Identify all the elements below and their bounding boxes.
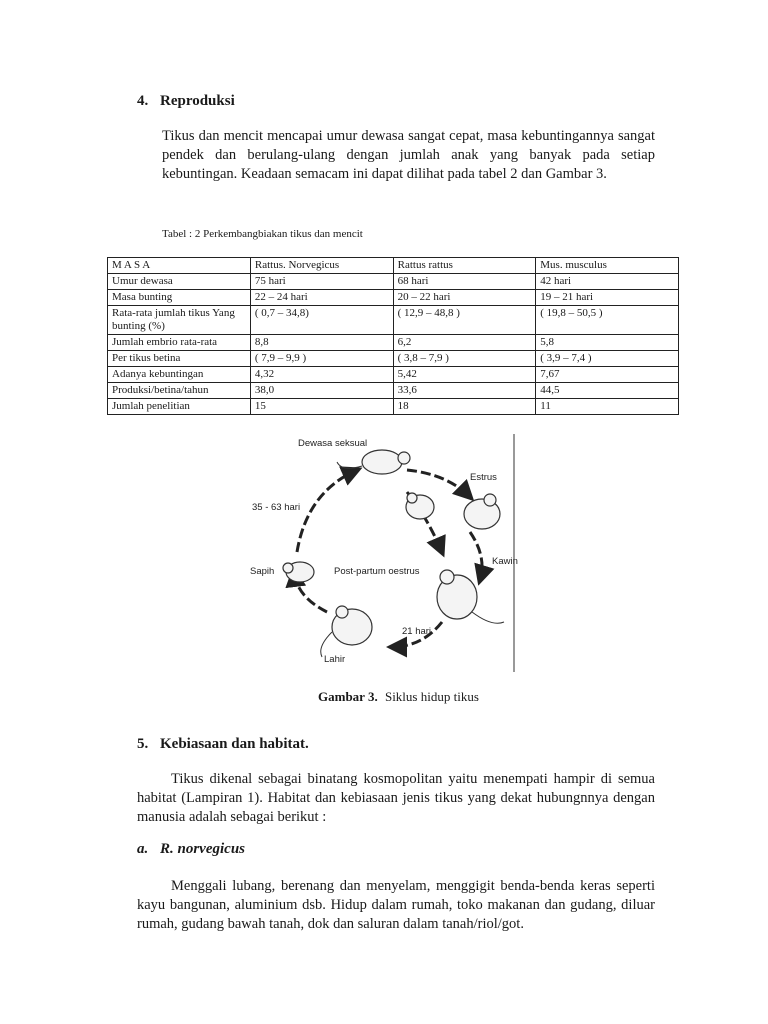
table-cell: ( 0,7 – 34,8) [250, 306, 393, 335]
figure-caption-text: Siklus hidup tikus [384, 689, 479, 704]
table-cell: 33,6 [393, 383, 536, 399]
table-row [108, 367, 679, 383]
table-cell: Per tikus betina [108, 351, 251, 367]
table-row [108, 335, 679, 351]
table-cell: ( 7,9 – 9,9 ) [250, 351, 393, 367]
table-cell: ( 12,9 – 48,8 ) [393, 306, 536, 335]
label-sapih: Sapih [250, 566, 275, 577]
section-5-paragraph: Tikus dikenal sebagai binatang kosmopolitan yaitu menempati hampir di semua habitat (Lampiran 1). Habitat dan kebiasaan jenis tikus yang dekat hubungnnya dengan manusia adalah sebagai berikut : [137, 771, 655, 825]
section-number: 4. [137, 93, 149, 109]
section-4-paragraph: Tikus dan mencit mencapai umur dewasa sangat cepat, masa kebuntingannya sangat pendek dan berulang-ulang dengan jumlah anak yang banyak pada setiap kebuntingan. Keadaan semacam ini dapat dilihat pada tabel 2 dan Gambar 3. [162, 128, 655, 182]
table-cell: 42 hari [536, 274, 679, 290]
section-title: Reproduksi [160, 93, 235, 109]
figure-caption-label: Gambar 3. [318, 689, 378, 704]
table-cell: 15 [250, 399, 393, 415]
subsection-a-paragraph: Menggali lubang, berenang dan menyelam, menggigit benda-benda keras seperti kayu bangunan, aluminium dsb. Hidup dalam rumah, toko makanan dan gudang, diluar rumah, gudang bawah tanah, dok dan saluran dalam tanah/riol/got. [137, 878, 655, 932]
subsection-title: R. norvegicus [160, 841, 246, 857]
table-cell: 7,67 [536, 367, 679, 383]
table-header-row [108, 258, 679, 274]
label-dewasa: Dewasa seksual [298, 438, 368, 449]
table-cell: ( 3,9 – 7,4 ) [536, 351, 679, 367]
table-row [108, 306, 679, 335]
label-estrus: Estrus [470, 472, 497, 483]
section-number: 5. [137, 736, 149, 752]
table-cell: 5,8 [536, 335, 679, 351]
table-row [108, 290, 679, 306]
figure-caption [318, 689, 479, 705]
label-postpartum: Post-partum oestrus [334, 566, 420, 577]
table-cell: 44,5 [536, 383, 679, 399]
subsection-a-heading [137, 841, 245, 858]
table-cell: 68 hari [393, 274, 536, 290]
table-cell: ( 3,8 – 7,9 ) [393, 351, 536, 367]
table-cell: 4,32 [250, 367, 393, 383]
table-cell: Masa bunting [108, 290, 251, 306]
table-cell: 20 – 22 hari [393, 290, 536, 306]
table-cell: Jumlah penelitian [108, 399, 251, 415]
table-cell: 38,0 [250, 383, 393, 399]
table-row [108, 274, 679, 290]
label-35-63-hari: 35 - 63 hari [252, 502, 301, 513]
table-cell: Adanya kebuntingan [108, 367, 251, 383]
table-cell: M A S A [108, 258, 251, 274]
table-caption: Tabel : 2 Perkembangbiakan tikus dan mencit [162, 228, 363, 240]
rat-illustrations [283, 450, 500, 645]
table-cell: 6,2 [393, 335, 536, 351]
section-5-heading [137, 736, 309, 753]
label-lahir: Lahir [324, 654, 346, 665]
table-row [108, 383, 679, 399]
table-cell: 8,8 [250, 335, 393, 351]
table-cell: 18 [393, 399, 536, 415]
section-4-heading [137, 93, 235, 110]
table-cell: Jumlah embrio rata-rata [108, 335, 251, 351]
table-cell: Rata-rata jumlah tikus Yang bunting (%) [108, 306, 251, 335]
reproduction-table [107, 257, 679, 415]
table-cell: Rattus. Norvegicus [250, 258, 393, 274]
table-cell: Rattus rattus [393, 258, 536, 274]
table-cell: 11 [536, 399, 679, 415]
table-cell: 75 hari [250, 274, 393, 290]
label-21-hari: 21 hari [402, 626, 432, 637]
table-row [108, 351, 679, 367]
table-cell: 5,42 [393, 367, 536, 383]
table-cell: Mus. musculus [536, 258, 679, 274]
life-cycle-diagram [242, 432, 518, 676]
life-cycle-figure [242, 432, 518, 676]
table-cell: ( 19,8 – 50,5 ) [536, 306, 679, 335]
table-cell: Umur dewasa [108, 274, 251, 290]
section-title: Kebiasaan dan habitat. [160, 736, 309, 752]
label-kawin: Kawin [492, 556, 518, 567]
table-cell: 19 – 21 hari [536, 290, 679, 306]
table-row [108, 399, 679, 415]
subsection-letter: a. [137, 841, 149, 857]
table-cell: Produksi/betina/tahun [108, 383, 251, 399]
table-cell: 22 – 24 hari [250, 290, 393, 306]
